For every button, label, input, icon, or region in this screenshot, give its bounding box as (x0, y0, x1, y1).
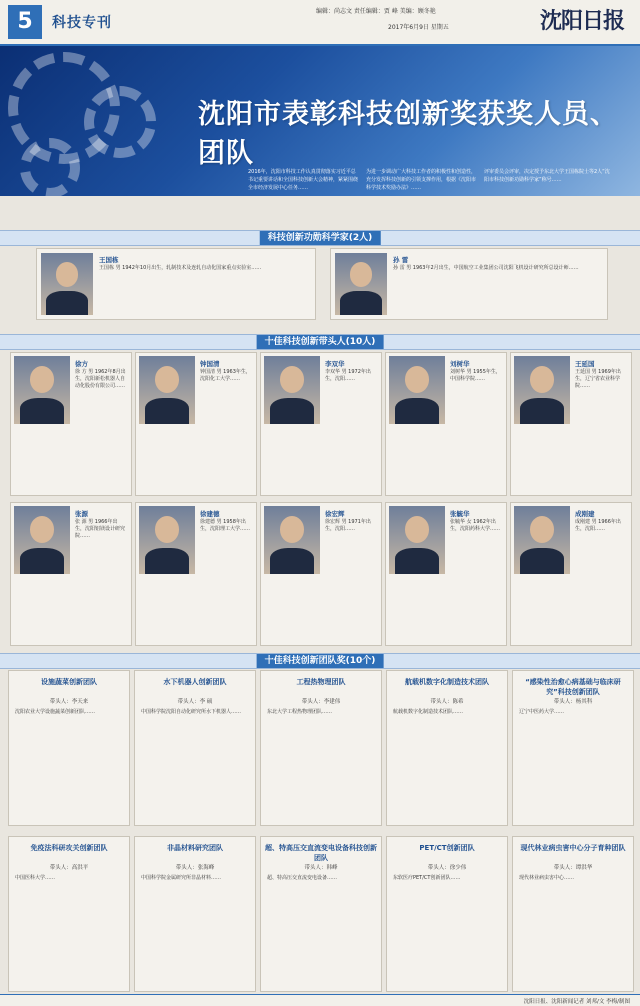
editors-line: 编辑：尚志文 责任编辑：贾 峰 美编：顾冬艳 (316, 8, 436, 15)
team-title: 非晶材料研究团队 (167, 844, 223, 852)
leader-card (510, 502, 632, 646)
leader-name: 刘树华 (450, 360, 470, 368)
leader-card (135, 352, 257, 496)
team-title: 超、特高压交直流变电设备科技创新团队 (265, 844, 377, 862)
portrait-body (20, 548, 65, 574)
team-title: 免疫法科研攻关创新团队 (30, 844, 108, 852)
team-card (512, 836, 634, 992)
portrait-photo (264, 356, 320, 424)
portrait-body (520, 398, 565, 424)
portrait-photo (514, 506, 570, 574)
gear-graphic (20, 138, 80, 196)
team-leader: 带头人：谭洪华 (553, 865, 593, 871)
portrait-body (20, 398, 65, 424)
leader-name: 徐建德 (200, 510, 220, 518)
page-number: 5 (8, 5, 42, 39)
scientist-name: 孙 雷 (393, 256, 409, 264)
team-leader: 带头人：陈希 (430, 699, 464, 705)
team-card (260, 670, 382, 826)
team-leader: 带头人：李 硕 (177, 699, 213, 705)
leader-bio: 李双华 男 1972年出生，沈阳…… (325, 369, 371, 382)
team-leader: 带头人：张海峰 (175, 865, 215, 871)
leader-card (260, 502, 382, 646)
leader-name: 张源 (75, 510, 88, 518)
leader-card (385, 502, 507, 646)
team-leader: 带头人：李天来 (49, 699, 89, 705)
intro-paragraph: 2016年，沈阳市科技工作认真贯彻落实习近平总书记重要讲话和全国科技创新大会精神，紧紧围绕全市经济发展中心任务…… (248, 169, 359, 191)
masthead (0, 0, 640, 46)
portrait-photo (389, 506, 445, 574)
portrait-head (280, 366, 305, 393)
meritorious-card (330, 248, 608, 320)
leader-bio: 张毓华 女 1962年出生，沈阳药科大学…… (450, 519, 501, 532)
team-text: 中国科学院沈阳自动化研究所水下机器人…… (141, 709, 242, 715)
team-text: 辽宁中医药大学…… (519, 709, 565, 715)
headline-banner (0, 46, 640, 196)
portrait-photo (335, 253, 387, 315)
portrait-photo (41, 253, 93, 315)
leader-bio: 刘树华 男 1955年生，中国科学院…… (450, 369, 501, 382)
portrait-head (155, 366, 180, 393)
team-title: 设施蔬菜创新团队 (41, 678, 97, 686)
section-title: 科技专刊 (52, 15, 112, 31)
portrait-head (30, 516, 55, 543)
leader-card (510, 352, 632, 496)
portrait-photo (14, 356, 70, 424)
leader-name: 成刚建 (575, 510, 595, 518)
scientist-bio: 王国栋 男 1942年10月出生，轧制技术及连轧自动化国家重点实验室…… (99, 265, 262, 271)
leader-bio: 徐宏辉 男 1971年出生，沈阳…… (325, 519, 371, 532)
team-card (8, 836, 130, 992)
leader-bio: 成刚建 男 1966年出生，沈阳…… (575, 519, 621, 532)
scientist-name: 王国栋 (99, 256, 119, 264)
leader-card (10, 352, 132, 496)
team-card (386, 836, 508, 992)
team-leader: 带头人：杨其科 (553, 699, 593, 705)
leader-name: 徐宏辉 (325, 510, 345, 518)
leader-card (10, 502, 132, 646)
team-text: 东北大学工程热物理团队…… (267, 709, 333, 715)
leader-name: 徐方 (75, 360, 88, 368)
portrait-body (145, 398, 190, 424)
portrait-head (530, 516, 555, 543)
team-title: 现代林业病虫害中心分子育种团队 (520, 844, 626, 852)
intro-paragraph: 为进一步调动广大科技工作者的积极性和创造性，充分发挥科技创新的引领支撑作用，根据《沈阳市科学技术奖励办法》…… (366, 169, 477, 191)
team-card (134, 670, 256, 826)
portrait-body (395, 398, 440, 424)
portrait-body (520, 548, 565, 574)
portrait-photo (139, 356, 195, 424)
leader-card (135, 502, 257, 646)
section-band-teams (0, 653, 640, 669)
leader-name: 张毓华 (450, 510, 470, 518)
portrait-head (30, 366, 55, 393)
team-card (134, 836, 256, 992)
team-text: 中国科学院金属研究所非晶材料…… (141, 875, 222, 881)
team-card (512, 670, 634, 826)
footer (0, 994, 640, 1006)
team-leader: 带头人：韩峰 (304, 865, 338, 871)
team-text: 现代林业病虫害中心…… (519, 875, 575, 881)
section-label: 科技创新功勋科学家(2人) (260, 231, 381, 245)
portrait-head (155, 516, 180, 543)
team-card (8, 670, 130, 826)
portrait-head (530, 366, 555, 393)
section-band-leaders (0, 334, 640, 350)
leader-name: 李双华 (325, 360, 345, 368)
meritorious-card (36, 248, 316, 320)
team-title: “感染性治愈心病基础与临床研究”科技创新团队 (525, 678, 621, 696)
footer-credit: 沈阳日报、沈阳新闻记者 刘邦/文 李梅/制图 (523, 999, 630, 1005)
team-text: 沈阳农业大学设施蔬菜创新团队…… (15, 709, 96, 715)
team-text: 超、特高压交直流变电设备…… (267, 875, 338, 881)
leader-bio: 王延国 男 1969年出生，辽宁省农业科学院…… (575, 369, 621, 389)
intro-paragraph: 评审委员会评审，决定授予东北大学王国栋院士等2人“沈阳市科技创新功勋科学家”称号…… (484, 169, 610, 183)
team-title: 工程热物理团队 (296, 678, 346, 686)
section-label: 十佳科技创新团队奖(10个) (257, 654, 384, 668)
team-leader: 带头人：徐少伟 (427, 865, 467, 871)
portrait-photo (514, 356, 570, 424)
portrait-photo (14, 506, 70, 574)
leader-bio: 徐建德 男 1958年出生，沈阳理工大学…… (200, 519, 251, 532)
team-card (386, 670, 508, 826)
portrait-photo (389, 356, 445, 424)
headline-title: 沈阳市表彰科技创新奖获奖人员、团队 (198, 99, 618, 169)
scientist-bio: 孙 雷 男 1963年2月出生，中国航空工业集团公司沈阳飞机设计研究所总设计师…… (393, 265, 579, 271)
portrait-body (395, 548, 440, 574)
gear-graphic (84, 86, 156, 158)
team-text: 东软医疗PET/CT创新团队…… (393, 875, 461, 881)
section-label: 十佳科技创新带头人(10人) (257, 335, 384, 349)
leader-name: 钟国清 (200, 360, 220, 368)
portrait-body (270, 548, 315, 574)
leader-name: 王延国 (575, 360, 595, 368)
team-leader: 带头人：李建伟 (301, 699, 341, 705)
portrait-photo (139, 506, 195, 574)
leader-card (260, 352, 382, 496)
team-text: 中国医科大学…… (15, 875, 56, 881)
newspaper-logo: 沈阳日报 (540, 8, 625, 34)
team-title: 水下机器人创新团队 (163, 678, 227, 686)
leader-bio: 张 源 男 1966年出生，沈阳铝镁设计研究院…… (75, 519, 126, 539)
leader-bio: 徐 方 男 1962年8月出生，沈阳新松机器人自动化股份有限公司…… (75, 369, 126, 389)
portrait-body (270, 398, 315, 424)
team-leader: 带头人：高洪平 (49, 865, 89, 871)
team-card (260, 836, 382, 992)
portrait-photo (264, 506, 320, 574)
team-text: 航载机数字化制造技术团队…… (393, 709, 464, 715)
portrait-head (280, 516, 305, 543)
portrait-body (145, 548, 190, 574)
team-title: PET/CT创新团队 (419, 844, 475, 852)
leader-card (385, 352, 507, 496)
portrait-head (405, 516, 430, 543)
issue-date: 2017年6月9日 星期五 (388, 24, 449, 31)
team-title: 航载机数字化制造技术团队 (405, 678, 489, 686)
leader-bio: 钟国清 男 1963年生，沈阳化工大学…… (200, 369, 251, 382)
section-band-meritorious (0, 230, 640, 246)
portrait-head (405, 366, 430, 393)
